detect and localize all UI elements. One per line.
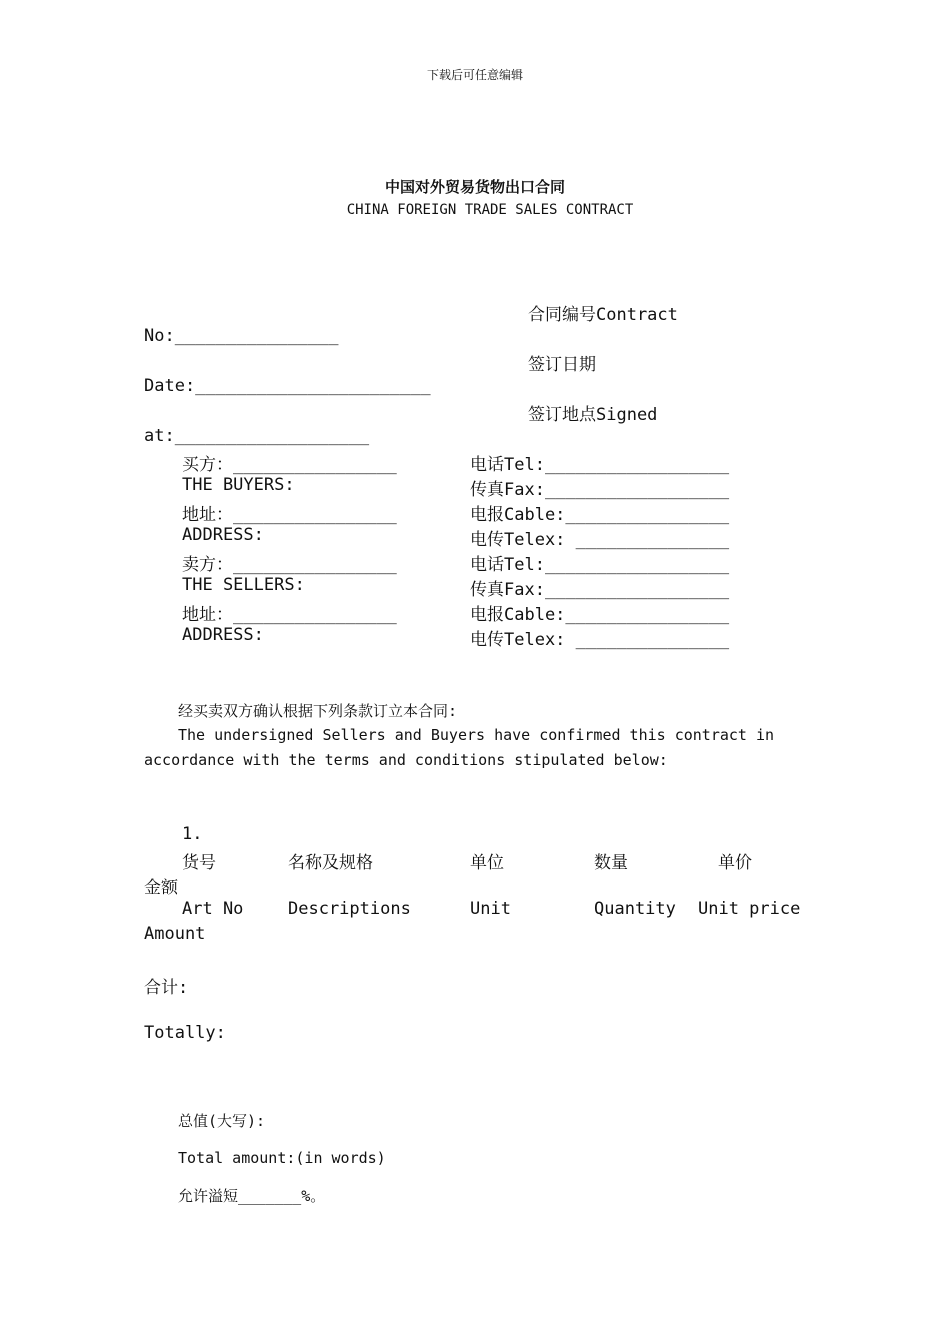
- contract-number-field: No:________________: [144, 326, 339, 346]
- seller-cable-field: 电报Cable:________________: [470, 605, 730, 625]
- seller-tel-field: 电话Tel:__________________: [470, 555, 730, 575]
- signing-place-field: at:___________________: [144, 426, 370, 446]
- buyer-tel-field: 电话Tel:__________________: [470, 455, 730, 475]
- buyer-address-field: 地址：________________: [182, 505, 397, 525]
- total-amount-cn: 总值(大写):: [178, 1112, 266, 1130]
- seller-name-field: 卖方：________________: [182, 555, 397, 575]
- buyer-label-en: THE BUYERS:: [182, 475, 295, 495]
- header-unit-price-cn: 单价: [718, 853, 752, 873]
- contract-title-cn: 中国对外贸易货物出口合同: [384, 178, 565, 196]
- header-unit-en: Unit: [470, 899, 511, 919]
- header-unit-price-en: Unit price: [698, 899, 801, 919]
- header-art-no-cn: 货号: [182, 853, 216, 873]
- header-unit-cn: 单位: [470, 853, 504, 873]
- seller-address-label-en: ADDRESS:: [182, 625, 264, 645]
- totally-cn: 合计:: [144, 978, 189, 998]
- total-amount-en: Total amount:(in words): [178, 1149, 386, 1167]
- totally-en: Totally:: [144, 1023, 226, 1043]
- intro-cn: 经买卖双方确认根据下列条款订立本合同:: [178, 702, 458, 720]
- contract-title-en: CHINA FOREIGN TRADE SALES CONTRACT: [346, 202, 634, 218]
- header-descriptions-en: Descriptions: [288, 899, 411, 919]
- buyer-cable-field: 电报Cable:________________: [470, 505, 730, 525]
- seller-label-en: THE SELLERS:: [182, 575, 305, 595]
- header-amount-en: Amount: [144, 924, 206, 944]
- seller-address-field: 地址：________________: [182, 605, 397, 625]
- intro-en-line1: The undersigned Sellers and Buyers have confirmed this contract in: [178, 726, 775, 744]
- buyer-telex-field: 电传Telex: _______________: [470, 530, 730, 550]
- tolerance-clause: 允许溢短_______%。: [178, 1187, 326, 1205]
- signing-date-field: Date:_______________________: [144, 376, 431, 396]
- contract-number-label: 合同编号Contract: [528, 305, 678, 325]
- seller-fax-field: 传真Fax:__________________: [470, 580, 730, 600]
- signing-place-label: 签订地点Signed: [528, 405, 658, 425]
- header-descriptions-cn: 名称及规格: [288, 853, 373, 873]
- buyer-fax-field: 传真Fax:__________________: [470, 480, 730, 500]
- clause-number: 1.: [182, 824, 203, 844]
- header-art-no-en: Art No: [182, 899, 244, 919]
- header-amount-cn: 金额: [144, 878, 178, 898]
- buyer-name-field: 买方：________________: [182, 455, 397, 475]
- page-header-note: 下载后可任意编辑: [426, 68, 523, 82]
- intro-en-line2: accordance with the terms and conditions stipulated below:: [144, 751, 668, 769]
- seller-telex-field: 电传Telex: _______________: [470, 630, 730, 650]
- buyer-address-label-en: ADDRESS:: [182, 525, 264, 545]
- header-quantity-cn: 数量: [594, 853, 628, 873]
- signing-date-label: 签订日期: [528, 355, 596, 375]
- header-quantity-en: Quantity: [594, 899, 676, 919]
